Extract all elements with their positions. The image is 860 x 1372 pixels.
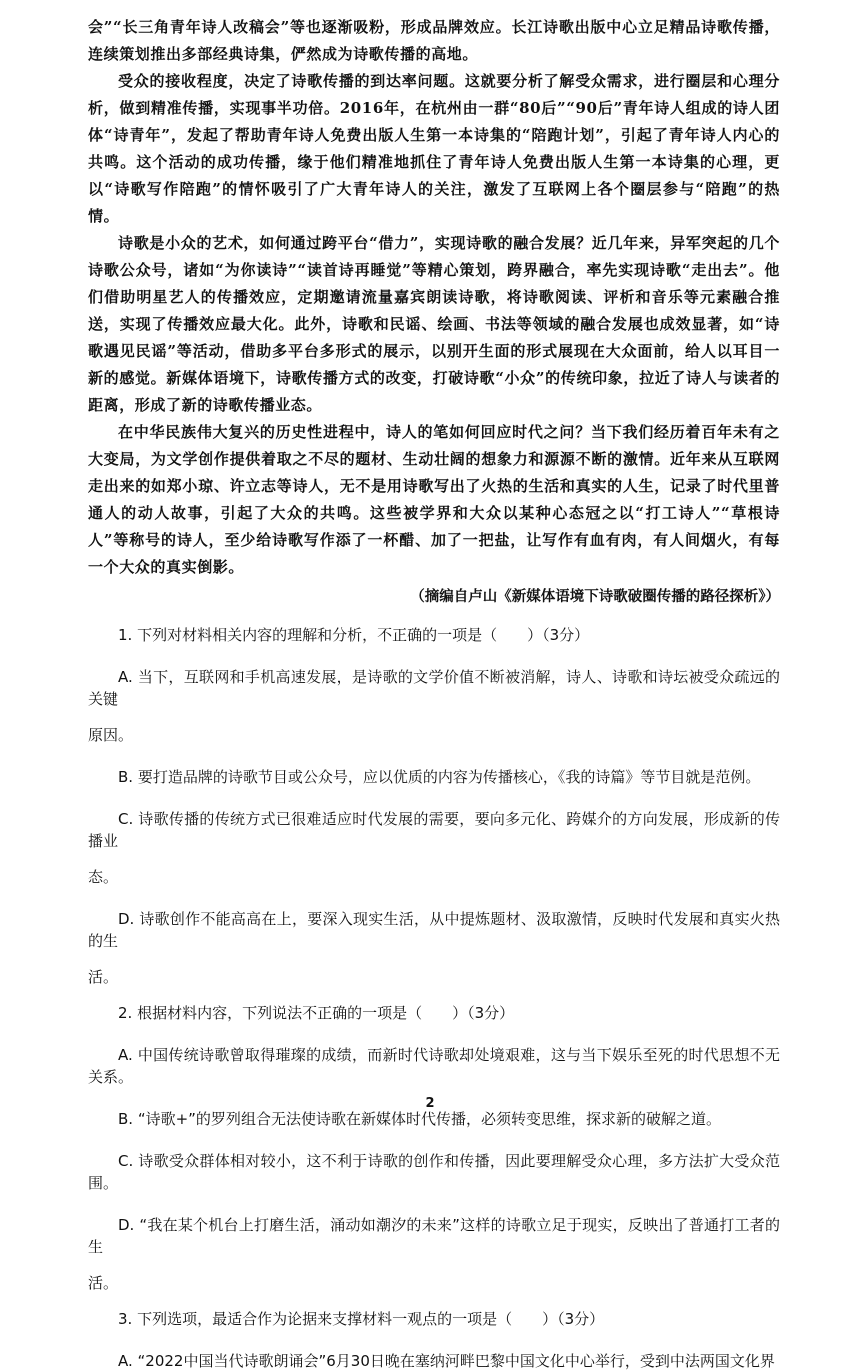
passage-paragraph: 诗歌是小众的艺术，如何通过跨平台“借力”，实现诗歌的融合发展？近几年来，异军突起的几个诗歌公众号，诸如“为你读诗”“读首诗再睡觉”等精心策划，跨界融合，率先实现诗歌“走出去”。他们借助明星艺人的传播效应，定期邀请流量嘉宾朗读诗歌，将诗歌阅读、评析和音乐等元素融合推送，实现了传播效应最大化。此外，诗歌和民谣、绘画、书法等领域的融合发展也成效显著，如“诗歌遇见民谣”等活动，借助多平台多形式的展示，以别开生面的形式展现在大众面前，给人以耳目一新的感觉。新媒体语境下，诗歌传播方式的改变，打破诗歌“小众”的传统印象，拉近了诗人与读者的距离，形成了新的诗歌传播业态。 bbox=[88, 234, 780, 414]
option-b: B. “诗歌+”的罗列组合无法使诗歌在新媒体时代传播，必须转变思维，探求新的破解之道。 bbox=[118, 1110, 721, 1128]
page-number: 2 bbox=[425, 1096, 435, 1111]
passage-paragraph: 在中华民族伟大复兴的历史性进程中，诗人的笔如何回应时代之问？当下我们经历着百年未有之大变局，为文学创作提供着取之不尽的题材、生动壮阔的想象力和源源不断的激情。近年来从互联网走出来的如郑小琼、许立志等诗人，无不是用诗歌写出了火热的生活和真实的人生，记录了时代里普通人的动人故事，引起了大众的共鸣。这些被学界和大众以某种心态冠之以“打工诗人”“草根诗人”等称号的诗人，至少给诗歌写作添了一杯醋、加了一把盐，让写作有血有肉，有人间烟火，有每一个大众的真实倒影。 bbox=[88, 423, 780, 576]
question-1 bbox=[88, 624, 780, 988]
option-a-continued: 原因。 bbox=[88, 726, 134, 744]
option-d: D. “我在某个机台上打磨生活，涌动如潮汐的未来”这样的诗歌立足于现实，反映出了普通打工者的生 bbox=[88, 1216, 780, 1256]
option-a: A. 中国传统诗歌曾取得璀璨的成绩，而新时代诗歌却处境艰难，这与当下娱乐至死的时代思想不无关系。 bbox=[88, 1046, 780, 1086]
question-stem: 3. 下列选项，最适合作为论据来支撑材料一观点的一项是（ ）（3分） bbox=[118, 1310, 605, 1328]
passage-source: （摘编自卢山《新媒体语境下诗歌破圈传播的路径探析》） bbox=[410, 588, 780, 605]
option-a: A. “2022中国当代诗歌朗诵会”6月30日晚在塞纳河畔巴黎中国文化中心举行，受到中法两国文化界 bbox=[118, 1352, 775, 1370]
option-b: B. 要打造品牌的诗歌节目或公众号，应以优质的内容为传播核心，《我的诗篇》等节目就是范例。 bbox=[118, 768, 761, 786]
question-list bbox=[88, 624, 780, 1372]
question-stem: 1. 下列对材料相关内容的理解和分析，不正确的一项是（ ）（3分） bbox=[118, 626, 590, 644]
option-d: D. 诗歌创作不能高高在上，要深入现实生活，从中提炼题材、汲取激情，反映时代发展和真实火热的生 bbox=[88, 910, 780, 950]
question-3 bbox=[88, 1308, 780, 1372]
reading-passage bbox=[88, 14, 780, 610]
option-a: A. 当下，互联网和手机高速发展，是诗歌的文学价值不断被消解，诗人、诗歌和诗坛被受众疏远的关键 bbox=[88, 668, 780, 708]
option-d-continued: 活。 bbox=[88, 1274, 119, 1292]
passage-paragraph: 受众的接收程度，决定了诗歌传播的到达率问题。这就要分析了解受众需求，进行圈层和心理分析，做到精准传播，实现事半功倍。2016年，在杭州由一群“80后”“90后”青年诗人组成的诗人团体“诗青年”，发起了帮助青年诗人免费出版人生第一本诗集的“陪跑计划”，引起了青年诗人内心的共鸣。这个活动的成功传播，缘于他们精准地抓住了青年诗人免费出版人生第一本诗集的心理，更以“诗歌写作陪跑”的情怀吸引了广大青年诗人的关注，激发了互联网上各个圈层参与“陪跑”的热情。 bbox=[88, 72, 780, 225]
passage-paragraph: 会”“长三角青年诗人改稿会”等也逐渐吸粉，形成品牌效应。长江诗歌出版中心立足精品诗歌传播，连续策划推出多部经典诗集，俨然成为诗歌传播的高地。 bbox=[88, 18, 780, 63]
option-c-continued: 态。 bbox=[88, 868, 119, 886]
question-2 bbox=[88, 1002, 780, 1294]
option-c: C. 诗歌传播的传统方式已很难适应时代发展的需要，要向多元化、跨媒介的方向发展，形成新的传播业 bbox=[88, 810, 780, 850]
question-stem: 2. 根据材料内容，下列说法不正确的一项是（ ）（3分） bbox=[118, 1004, 515, 1022]
option-c: C. 诗歌受众群体相对较小，这不利于诗歌的创作和传播，因此要理解受众心理，多方法扩大受众范围。 bbox=[88, 1152, 780, 1192]
option-d-continued: 活。 bbox=[88, 968, 119, 986]
